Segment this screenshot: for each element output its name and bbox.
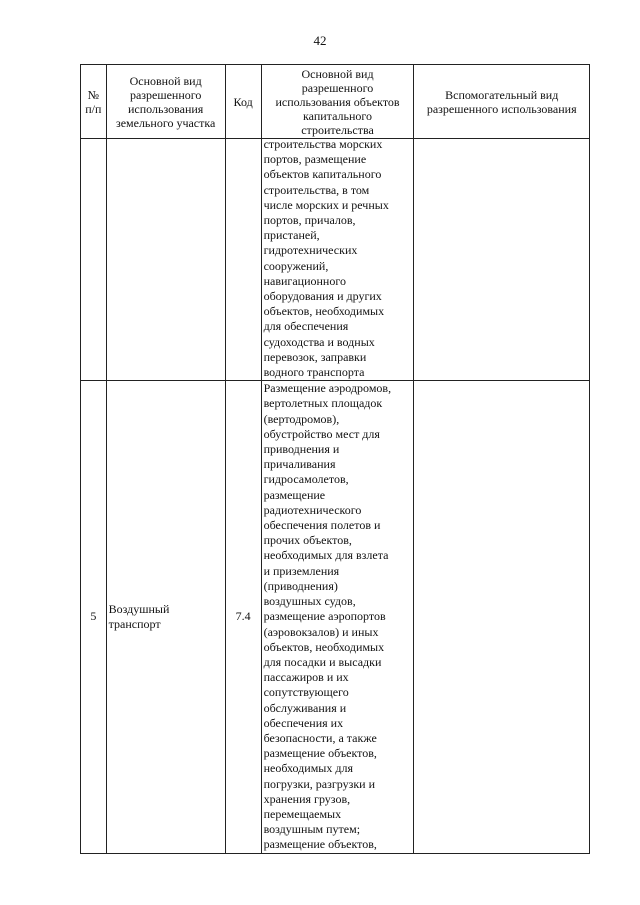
text-line: погрузки, разгрузки и xyxy=(263,776,375,791)
text-line: размещение объектов, xyxy=(263,746,377,761)
text-line: транспорт xyxy=(108,616,161,631)
text-line: (приводнения) xyxy=(263,578,338,593)
cell-land-use xyxy=(106,381,225,853)
text-line: строительства, в том xyxy=(263,182,370,197)
cell-code xyxy=(225,139,261,381)
text-line: (аэровокзалов) и иных xyxy=(263,624,379,639)
text-line: использования xyxy=(127,101,204,116)
text-line: судоходства и водных xyxy=(263,334,375,349)
text-line: портов, причалов, xyxy=(263,213,356,228)
text-line: прочих объектов, xyxy=(263,533,352,548)
text-line: вертолетных площадок xyxy=(263,396,383,411)
text-line: Код xyxy=(233,94,253,109)
text-line: перевозок, заправки xyxy=(263,349,367,364)
text-line: объектов, необходимых xyxy=(263,639,385,654)
text-line: разрешенного использования xyxy=(426,101,577,116)
text-line: объектов, необходимых xyxy=(263,304,385,319)
text-line: Размещение аэродромов, xyxy=(263,381,392,396)
text-line: безопасности, а также xyxy=(263,730,377,745)
text-line: размещение xyxy=(263,487,326,502)
cell-auxiliary-use xyxy=(414,381,590,853)
text-line: земельного участка xyxy=(115,115,216,130)
table-row-5 xyxy=(81,381,590,853)
text-line: необходимых для взлета xyxy=(263,548,389,563)
text-line: сооружений, xyxy=(263,258,329,273)
text-line: разрешенного xyxy=(301,80,374,95)
header-main-use xyxy=(261,65,414,139)
text-line: объектов капитального xyxy=(263,167,382,182)
text-line: обеспечения полетов и xyxy=(263,518,381,533)
text-line: Основной вид xyxy=(129,73,202,88)
text-line: обустройство мест для xyxy=(263,426,380,441)
text-line: п/п xyxy=(85,101,102,116)
table-row-continuation xyxy=(81,139,590,381)
text-line: Вспомогательный вид xyxy=(445,87,559,102)
text-line: размещение объектов, xyxy=(263,837,377,852)
text-line: необходимых для xyxy=(263,761,353,776)
text-line: пристаней, xyxy=(263,228,320,243)
text-line: капитального xyxy=(303,108,373,123)
text-line: хранения грузов, xyxy=(263,791,351,806)
cell-auxiliary-use xyxy=(414,139,590,381)
text-line: гидротехнических xyxy=(263,243,358,258)
text-line: Воздушный xyxy=(108,601,170,616)
text-line: и приземления xyxy=(263,563,340,578)
header-number xyxy=(81,65,107,139)
text-line: оборудования и других xyxy=(263,289,382,304)
text-line: перемещаемых xyxy=(263,806,342,821)
text-line: навигационного xyxy=(263,273,346,288)
text-line: (вертодромов), xyxy=(263,411,340,426)
table-header-row xyxy=(81,65,590,139)
text-line: воздушных судов, xyxy=(263,594,356,609)
cell-number xyxy=(81,139,107,381)
cell-code: 7.4 xyxy=(225,381,261,853)
text-line: радиотехнического xyxy=(263,502,362,517)
text-line: пассажиров и их xyxy=(263,670,349,685)
text-line: сопутствующего xyxy=(263,685,349,700)
text-line: № xyxy=(87,87,100,102)
text-line: для обеспечения xyxy=(263,319,349,334)
text-line: водного транспорта xyxy=(263,365,365,380)
page-number: 42 xyxy=(313,33,327,48)
text-line: числе морских и речных xyxy=(263,197,389,212)
cell-main-use xyxy=(261,381,414,853)
header-land-use xyxy=(106,65,225,139)
header-code xyxy=(225,65,261,139)
cell-land-use xyxy=(106,139,225,381)
cell-main-use xyxy=(261,139,414,381)
text-line: использования объектов xyxy=(275,94,400,109)
cell-number: 5 xyxy=(81,381,107,853)
header-auxiliary-use xyxy=(414,65,590,139)
text-line: строительства морских xyxy=(263,137,383,151)
text-line: Основной вид xyxy=(301,66,374,81)
text-line: приводнения и xyxy=(263,442,340,457)
text-line: гидросамолетов, xyxy=(263,472,349,487)
text-line: строительства xyxy=(301,122,374,137)
text-line: портов, размещение xyxy=(263,152,367,167)
text-line: разрешенного xyxy=(129,87,202,102)
text-line: размещение аэропортов xyxy=(263,609,386,624)
text-line: для посадки и высадки xyxy=(263,654,382,669)
text-line: причаливания xyxy=(263,457,336,472)
text-line: обеспечения их xyxy=(263,715,344,730)
text-line: обслуживания и xyxy=(263,700,347,715)
land-use-table xyxy=(80,64,590,854)
text-line: воздушным путем; xyxy=(263,822,361,837)
